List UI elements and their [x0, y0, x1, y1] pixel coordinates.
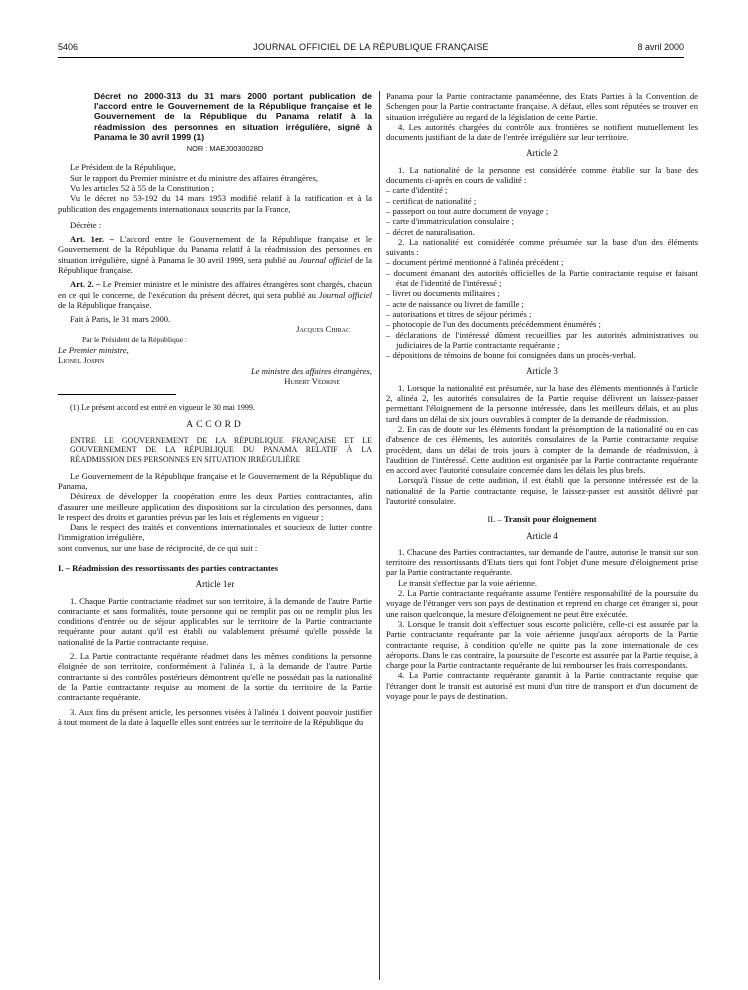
ministre-title: Le ministre des affaires étrangères, [250, 365, 372, 376]
list-item: – dépositions de témoins de bonne foi consignées dans un procès-verbal. [386, 350, 636, 361]
section-2-number: II. – [487, 514, 504, 525]
decree-art1-end: de la République française. [58, 254, 372, 275]
list-item: – certificat de nationalité ; [386, 195, 477, 206]
journal-title: JOURNAL OFFICIEL DE LA RÉPUBLIQUE FRANÇAISE [253, 42, 489, 52]
list-item: – autorisations et titres de séjour périmés ; [386, 308, 532, 319]
list-item: – passeport ou tout autre document de voyage ; [386, 205, 549, 216]
accord-heading: ACCORD [186, 419, 244, 430]
page-header [58, 42, 684, 56]
vu-constitution: Vu les articles 52 à 55 de la Constitution ; [70, 182, 214, 193]
list-item: – acte de naissance ou livret de famille ; [386, 298, 524, 309]
footnote-rule [58, 394, 176, 395]
decree-article-1 [58, 234, 372, 275]
list-item: – livret ou documents militaires ; [386, 288, 500, 299]
article-2-para-2: 2. La nationalité est considérée comme présumée sur la base d'un des éléments suivants : [386, 236, 698, 258]
header-rule [58, 57, 684, 58]
fait-line: Fait à Paris, le 31 mars 2000. [70, 314, 171, 325]
section-2-title [386, 514, 698, 524]
column-separator [379, 91, 380, 980]
article-3-para-3: Lorsqu'à l'issue de cette audition, il est établi que la personne intéressée est de la nationalité de la Partie contractante requise, le laissez-passer est aussitôt délivré par l'autorité consulaire. [386, 475, 698, 506]
ministre-name: Hubert Védrine [284, 375, 340, 386]
list-item: – décret de naturalisation. [386, 226, 475, 237]
preamble-desireux: Désireux de développer la coopération entre les deux Parties contractantes, afin d'assurer une meilleure application des dispositions sur la circulation des personnes, dans le respect des droits et garanties prévus par les lois et règlements en vigueur ; [58, 491, 372, 522]
decree-art2-label: Art. 2. – [70, 279, 101, 290]
decree-art1-text: L'accord entre le Gouvernement de la République française et le Gouvernement de la République du Panama relatif à la réadmission des personnes en situation irrégulière, signé à Panama le 30 avril 1999, sera publié au [58, 234, 372, 265]
article-2-list-2 [386, 257, 698, 360]
decrete-label: Décrète : [70, 219, 102, 230]
vu-decret: Vu le décret no 53-192 du 14 mars 1953 modifié relatif à la ratification et à la publication des engagements internationaux souscrits par la France, [58, 193, 372, 214]
left-column [58, 91, 372, 727]
decree-art1-jo: Journal officiel [299, 254, 353, 265]
article-2-list-1 [386, 185, 698, 236]
page-number: 5406 [58, 42, 79, 52]
list-item: – déclarations de l'intéressé dûment recueillies par les autorités administratives ou judiciaires de la Partie contractante requérante ; [386, 329, 698, 350]
article-1-para-4: 4. Les autorités chargées du contrôle aux frontières se notifient mutuellement les documents justifiant de la date de l'entrée irrégulière sur leur territoire. [386, 121, 698, 143]
list-item: – carte d'identité ; [386, 185, 448, 196]
decree-art2-text: Le Premier ministre et le ministre des affaires étrangères sont chargés, chacun en ce qui le concerne, de l'exécution du présent décret, qui sera publié au [58, 279, 372, 300]
article-1-heading: Article 1er [195, 579, 235, 590]
right-column [386, 91, 698, 701]
par-president: Par le Président de la République : [82, 334, 188, 344]
article-1-para-1: 1. Chaque Partie contractante réadmet sur son territoire, à la demande de l'autre Partie contractante et sans formalités, toute personne qui ne remplit pas ou ne remplit plus les conditions d'entrée ou de séjour applicables sur le territoire de la Partie contractante requérante pour autant qu'il est établi ou valablement présumé qu'elle possède la nationalité de la Partie contractante requise. [58, 595, 372, 647]
article-4-para-4: 4. La Partie contractante requérante garantit à la Partie contractante requise que l'étranger dont le transit est autorisé est muni d'un titre de transport et d'un document de voyage pour le pays de destination. [386, 670, 698, 702]
preamble-parties: Le Gouvernement de la République française et le Gouvernement de la République du Panama, [58, 470, 372, 491]
article-3-heading: Article 3 [526, 366, 558, 377]
article-1-para-3: 3. Aux fins du présent article, les personnes visées à l'alinéa 1 doivent pouvoir justifier à tout moment de la date à laquelle elles sont entrées sur le territoire de la République du [58, 706, 372, 727]
decree-title: Décret no 2000-313 du 31 mars 2000 portant publication de l'accord entre le Gouvernement de la République française et le Gouvernement de la République du Panama relatif à la réadmission des personnes en situation irrégulière, signé à Panama le 30 avril 1999 (1) [94, 91, 372, 142]
article-4-para-3: 3. Lorsque le transit doit s'effectuer sous escorte policière, celle-ci est assurée par la Partie contractante requérante par la voie aérienne jusqu'aux aéroports de la Partie contractante requise, à condition qu'elle ne quitte pas la zone internationale de ces aéroports. Dans le cas contraire, la poursuite de l'escorte est assurée par la Partie requise, à charge pour la Partie contractante requérante de lui rembourser les frais correspondants. [386, 618, 698, 671]
list-item: – carte d'immatriculation consulaire ; [386, 216, 515, 227]
list-item: – document émanant des autorités officielles de la Partie contractante requise et faisant état de l'identité de l'intéressé ; [386, 267, 698, 289]
article-3-para-2: 2. En cas de doute sur les éléments fondant la présomption de la nationalité ou en cas d'absence de ces éléments, les autorités consulaires de la Partie contractante requise procèdent, dans un délai de trois jours à compter de la demande de réadmission, à l'audition de l'intéressé. Cette audition est organisée par la Partie contractante requérante en accord avec l'autorité consulaire concernée dans les délais les plus brefs. [386, 423, 698, 476]
preamble-respect: Dans le respect des traités et conventions internationales et soucieux de lutter contre l'immigration irrégulière, [58, 522, 372, 543]
premier-ministre-title: Le Premier ministre, [58, 345, 129, 356]
list-item: – photocopie de l'un des documents précédemment énumérés ; [386, 319, 601, 330]
article-2-heading: Article 2 [526, 148, 558, 159]
decree-art2-jo: Journal officiel [318, 289, 372, 300]
article-3-para-1: 1. Lorsque la nationalité est présumée, sur la base des éléments mentionnés à l'article 2, alinéa 2, les autorités consulaires de la Partie requise délivrent un laissez-passer permettant l'éloignement de la personne intéressée, dans les meilleurs délais, et au plus tard dans un délai de six jours ouvrables à compter de la demande de réadmission. [386, 382, 698, 424]
rapport-line: Sur le rapport du Premier ministre et du ministre des affaires étrangères, [70, 172, 319, 183]
article-1-para-2: 2. La Partie contractante requérante réadmet dans les mêmes conditions la personne éloignée de son territoire, conformément à l'alinéa 1, à la demande de l'autre Partie contractante si des contrôles postérieurs démontrent qu'elle ne possédait pas la nationalité de la Partie contractante requise au moment de la sortie du territoire de la Partie contractante requérante. [58, 651, 372, 703]
article-4-heading: Article 4 [526, 530, 558, 541]
article-1-para-3-cont: Panama pour la Partie contractante panaméenne, des Etats Parties à la Convention de Schengen pour la Partie contractante française. A défaut, elles sont réputées se trouver en situation irrégulière au regard de la législation de cette Partie. [386, 91, 698, 122]
nor-reference: NOR : MAEJ0030028D [186, 144, 264, 154]
section-2-label: Transit pour éloignement [503, 514, 597, 525]
article-4-para-2: 2. La Partie contractante requérante assume l'entière responsabilité de la poursuite du voyage de l'étranger vers son pays de destination et reprend en charge cet étranger si, pour une raison quelconque, la mesure d'éloignement ne peut être exécutée. [386, 588, 698, 619]
article-4-para-1b: Le transit s'effectue par la voie aérienne. [398, 577, 538, 588]
preamble-convenus: sont convenus, sur une base de réciprocité, de ce qui suit : [58, 542, 258, 553]
accord-title: ENTRE LE GOUVERNEMENT DE LA RÉPUBLIQUE FRANÇAISE ET LE GOUVERNEMENT DE LA RÉPUBLIQUE DU PANAMA RELATIF À LA RÉADMISSION DES PERSONNES EN SITUATION IRRÉGULIÈRE [70, 435, 372, 465]
premier-ministre-name: Lionel Jospin [58, 355, 105, 366]
footnote: (1) Le présent accord est entré en vigueur le 30 mai 1999. [70, 403, 255, 413]
decree-art1-label: Art. 1er. – [70, 234, 114, 245]
decree-art2-end: de la République française. [58, 299, 152, 310]
signature-president: Jacques Chirac [296, 324, 350, 335]
issue-date: 8 avril 2000 [637, 42, 684, 52]
list-item: – document périmé mentionné à l'alinéa précédent ; [386, 257, 564, 268]
article-4-para-1: 1. Chacune des Parties contractantes, sur demande de l'autre, autorise le transit sur son territoire des ressortissants d'Etats tiers qui font l'objet d'une mesure d'éloignement prise par la Partie contractante requérante. [386, 546, 698, 578]
president-line: Le Président de la République, [70, 162, 176, 173]
decree-article-2 [58, 279, 372, 310]
article-2-para-1: 1. La nationalité de la personne est considérée comme établie sur la base des documents ci-après en cours de validité : [386, 164, 698, 186]
section-1-title: I. – Réadmission des ressortissants des parties contractantes [58, 563, 278, 573]
